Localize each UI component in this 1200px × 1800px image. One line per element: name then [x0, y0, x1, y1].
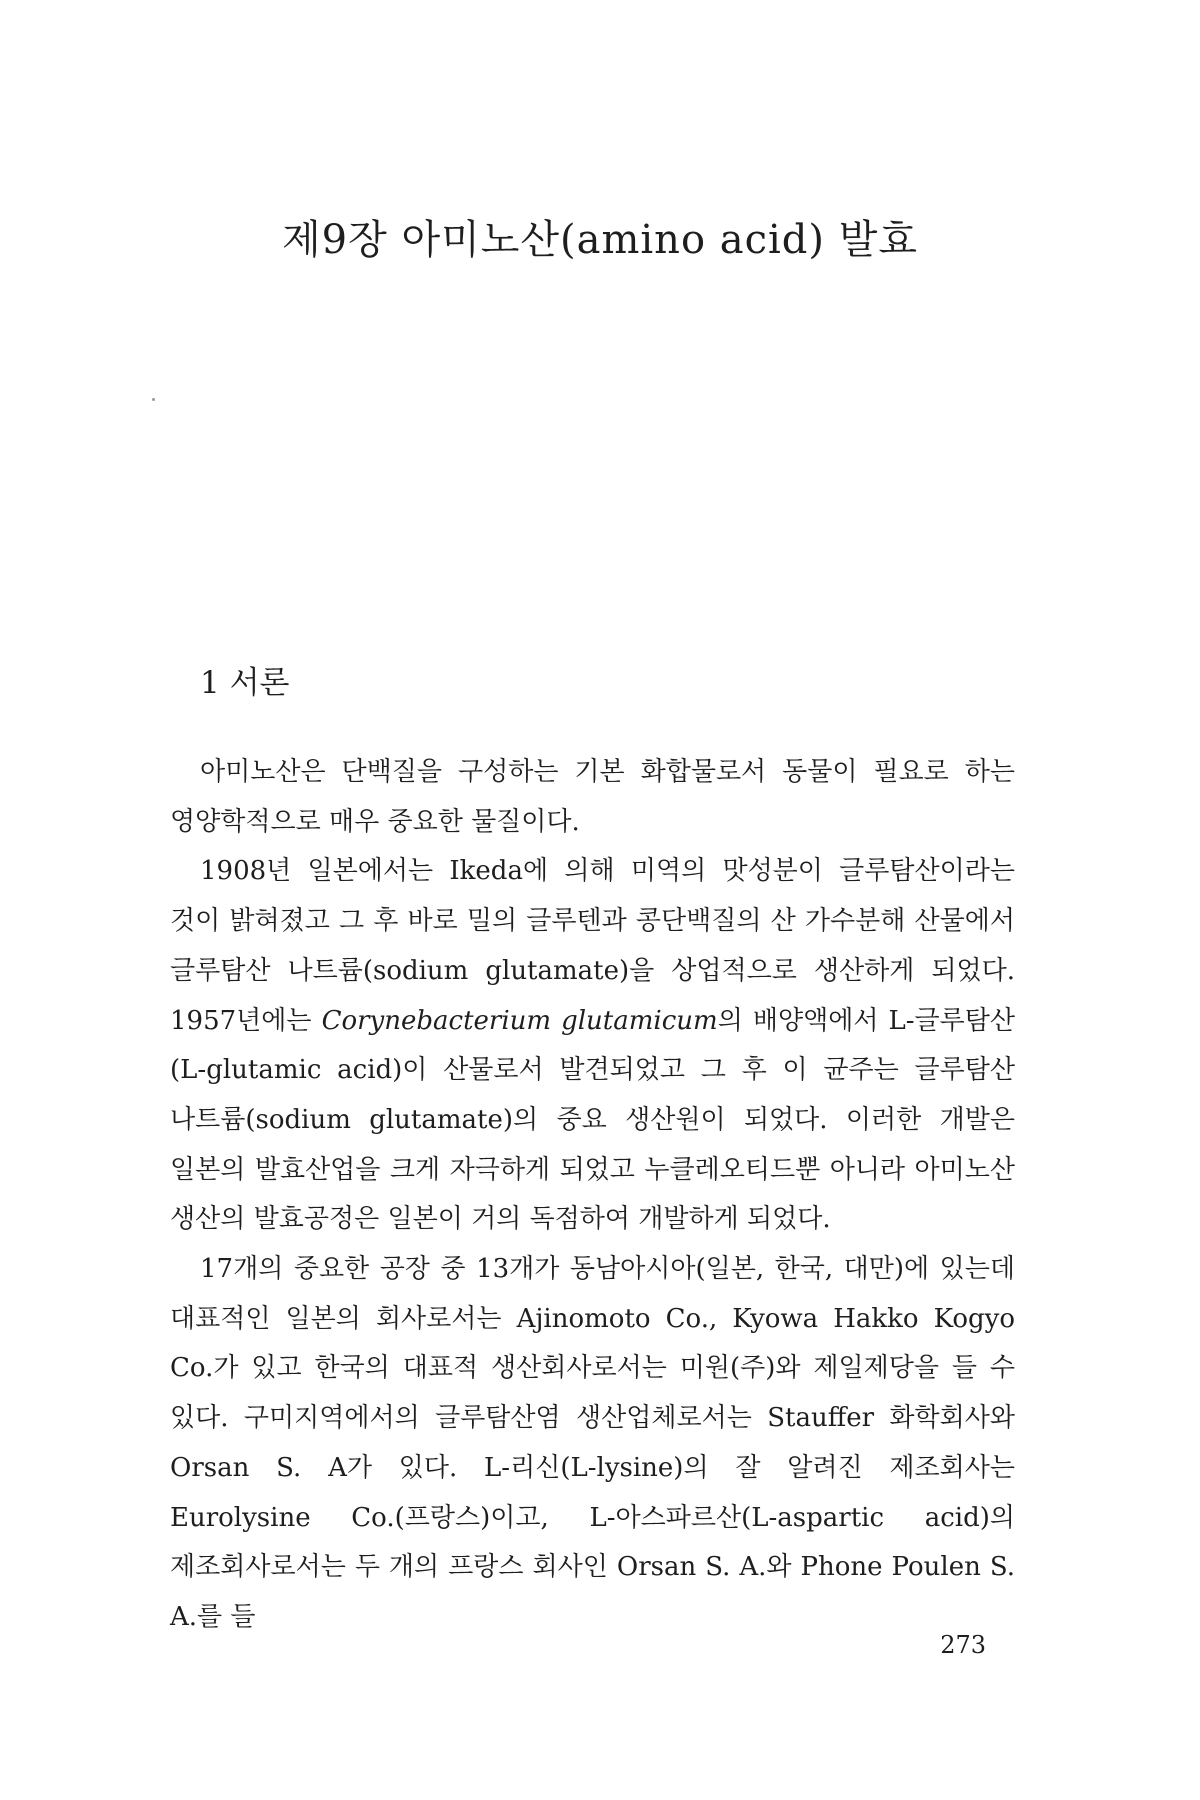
paragraph-1: 아미노산은 단백질을 구성하는 기본 화합물로서 동물이 필요로 하는 영양학적으로 매우 중요한 물질이다. — [170, 757, 1015, 837]
paragraph-2-part-b: 의 배양액에서 L-글루탐산(L-glutamic acid)이 산물로서 발견되었고 그 후 이 균주는 글루탐산 나트륨(sodium glutamate)의 중요 생산원이 되었다. 이러한 개발은 일본의 발효산업을 크게 자극하게 되었고 누클레오티드뿐 아니라 아미노산 생산의 발효공정은 일본이 거의 독점하여 개발하게 되었다. — [170, 1005, 1015, 1235]
body-text — [170, 748, 1015, 1643]
page-number: 273 — [940, 1631, 986, 1659]
paragraph-3: 17개의 중요한 공장 중 13개가 동남아시아(일본, 한국, 대만)에 있는데 대표적인 일본의 회사로서는 Ajinomoto Co., Kyowa Hakko Kogyo Co.가 있고 한국의 대표적 생산회사로서는 미원(주)와 제일제당을 들 수 있다. 구미지역에서의 글루탐산염 생산업체로서는 Stauffer 화학회사와 Orsan S. A가 있다. L-리신(L-lysine)의 잘 알려진 제조회사는 Eurolysine Co.(프랑스)이고, L-아스파르산(L-aspartic acid)의 제조회사로서는 두 개의 프랑스 회사인 Orsan S. A.와 Phone Poulen S. A.를 들 — [170, 1254, 1015, 1632]
species-name: Corynebacterium glutamicum — [321, 1005, 718, 1036]
paragraph-2 — [170, 847, 1015, 1245]
section-heading: 1 서론 — [200, 665, 290, 701]
scan-speck — [152, 398, 155, 401]
chapter-title: 제9장 아미노산(amino acid) 발효 — [282, 217, 918, 263]
paragraph-2-part-a: 1908년 일본에서는 Ikeda에 의해 미역의 맛성분이 글루탐산이라는 것이 밝혀졌고 그 후 바로 밀의 글루텐과 콩단백질의 산 가수분해 산물에서 글루탐산 나트륨(sodium glutamate)을 상업적으로 생산하게 되었다. 1957년에는 — [170, 856, 1015, 1036]
